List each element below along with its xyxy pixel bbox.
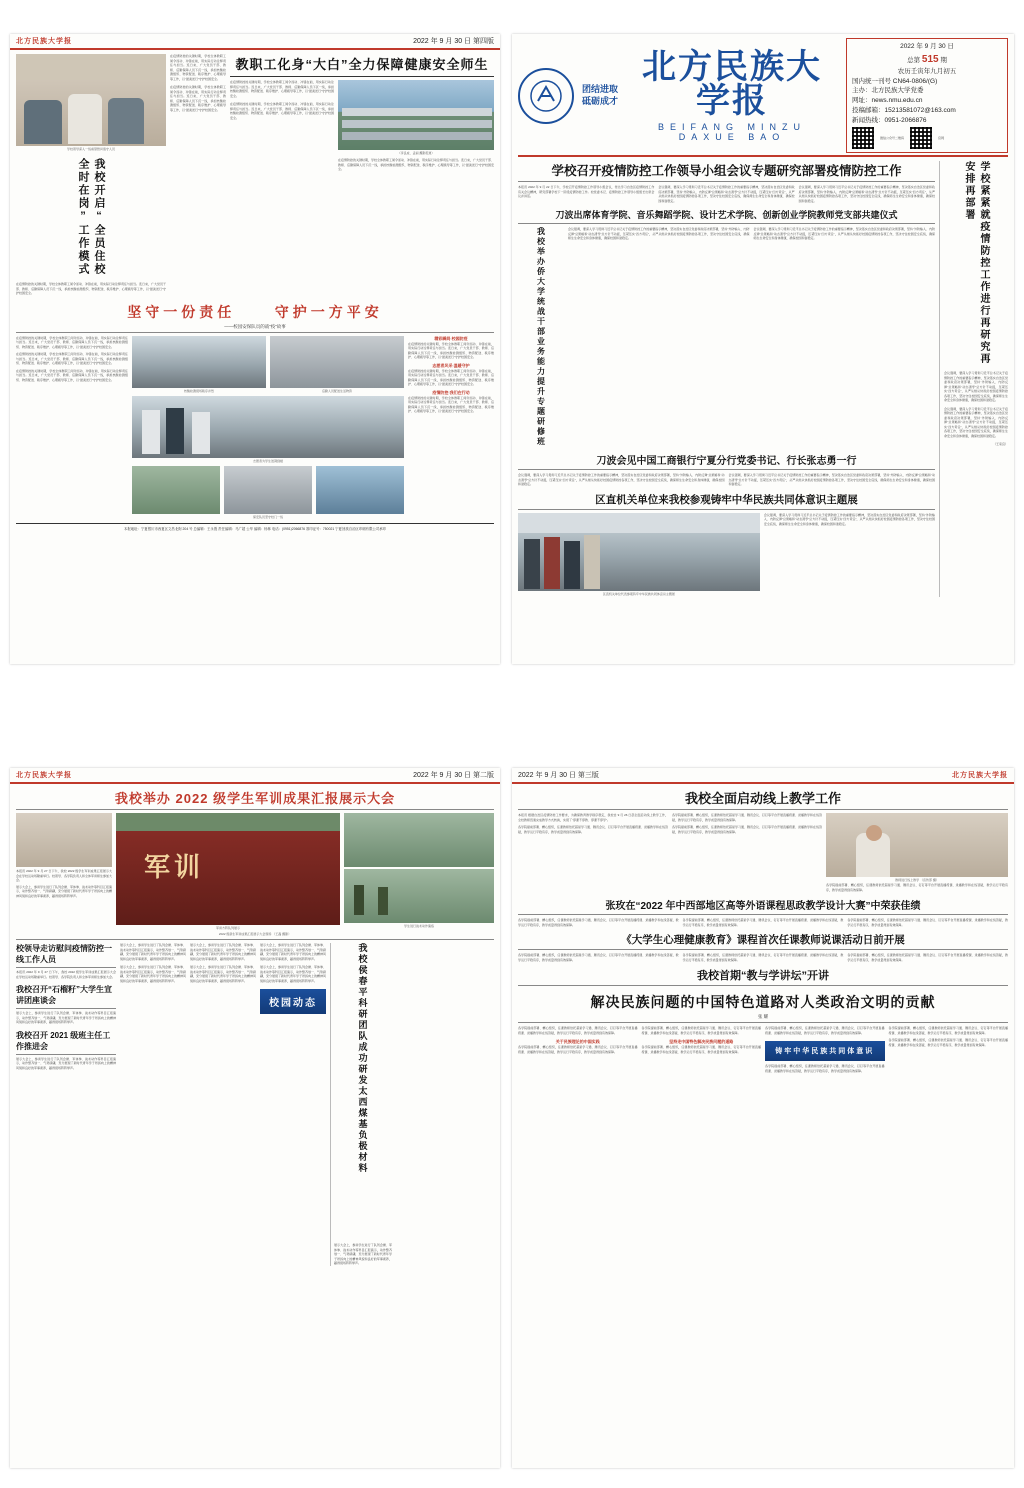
page-two: [10, 768, 500, 1468]
page-one: [512, 34, 1014, 664]
page-three-col-3: 各学院提前部署、精心组织，任课教师依托超星学习通、腾讯会议、钉钉等平台开展直播授课、录播教学和在线答疑，教学运行平稳有序，教学质量得到有效保障。: [826, 883, 1008, 892]
page-two-photo-4: [344, 869, 494, 923]
page-two-col-1b: 展示大会上，参训学生进行了队列会操、军体拳、战术动作等科目汇报演示，动作整齐划一、气势磅礴，充分展现了新时代青年学子昂扬向上的精神风貌和良好的军事素养，赢得现场阵阵掌声。: [16, 884, 113, 898]
page-two-col-7b: 展示大会上，参训学生进行了队列会操、军体拳、战术动作等科目汇报演示，动作整齐划一、气势磅礴，充分展现了新时代青年学子昂扬向上的精神风貌和良好的军事素养，赢得现场阵阵掌声。: [260, 965, 327, 983]
page-four-feature-cap-2: 后勤人员配送生活物资: [321, 388, 352, 393]
page-three-col-8: 各学院提前部署、精心组织，任课教师依托超星学习通、腾讯会议、钉钉等平台开展直播授课、录播教学和在线答疑，教学运行平稳有序，教学质量得到有效保障。: [682, 953, 844, 962]
page-four-vertical-title: 我校开启“全员住校 全时在岗”工作模式: [77, 158, 105, 276]
masthead-issue: 总第 515 期: [907, 53, 947, 65]
page-four-footer: 本报地址：宁夏银川市西夏区文昌北街 204 号 总编辑：王永胜 责任编辑：马广超 公华 编辑：杨林 电话：(0951)2066876 准印证号：750021 宁夏回族自治区印刷有限公司承印: [16, 523, 494, 531]
page-three-col-2: 各学院提前部署、精心组织，任课教师依托超星学习通、腾讯会议、钉钉等平台开展直播授课、录播教学和在线答疑，教学运行平稳有序，教学质量得到有效保障。: [672, 813, 823, 822]
page-three-sub-head-2: 坚持走中国特色解决民族问题的道路: [669, 1039, 734, 1044]
masthead-date: 2022 年 9 月 30 日: [900, 43, 954, 50]
page-four-feature-photo-6: [316, 466, 404, 514]
paper-title: 北方民族大学报: [642, 47, 822, 120]
page-four-feature-photo-2: [270, 336, 404, 388]
page-four-feature-cap-3: 志愿者为学生送餐到楼: [252, 458, 283, 463]
page-four-feature-cap-1: 核酸检测现场秩序井然: [183, 388, 214, 393]
page-four-left-text: 在疫情防控的关键时期，学校全体教职工闻令而动、冲锋在前，用实际行动诠释责任与担当。连日来，广大党员干部、教师、后勤保障人员下沉一线，承担核酸检测组织、物资配送、秩序维护、心理疏导等工作，以“最美逆行”守护校园安全。: [16, 282, 167, 295]
page-three-col-4: 各学院提前部署、精心组织，任课教师依托超星学习通、腾讯会议、钉钉等平台开展直播授课、录播教学和在线答疑，教学运行平稳有序，教学质量得到有效保障。: [518, 918, 679, 927]
page-four-sidebar-col-3: 在疫情防控的关键时期，学校全体教职工闻令而动、冲锋在前，用实际行动诠释责任与担当。连日来，广大党员干部、教师、后勤保障人员下沉一线，承担核酸检测组织、物资配送、秩序维护、心理疏导等工作，以“最美逆行”守护校园安全。: [408, 395, 494, 413]
page-two-photo-2-caption: 军训方阵队列展示: [215, 926, 240, 930]
page-one-sidebar-text-1: 会议强调，要深入学习贯彻习近平总书记关于疫情防控工作的重要指示精神，坚决落实自治区党委和政府决策部署，坚持“外防输入、内防反弹”总策略和“动态清零”总方针不动摇，压紧压实“四方责任”，从严从细从快抓好校园疫情防控各项工作，坚决守住校园安全底线，确保师生生命安全和身体健康，确保校园和谐稳定。: [944, 371, 1008, 403]
masthead-publisher: 主办：北方民族大学党委: [852, 87, 924, 95]
page-four-column-c: 在疫情防控的关键时期，学校全体教职工闻令而动、冲锋在前，用实际行动诠释责任与担当。连日来，广大党员干部、教师、后勤保障人员下沉一线，承担核酸检测组织、物资配送、秩序维护、心理疏导等工作，以“最美逆行”守护校园安全。: [338, 158, 495, 171]
page-four-column-a2: 在疫情防控的关键时期，学校全体教职工闻令而动、冲锋在前，用实际行动诠释责任与担当。连日来，广大党员干部、教师、后勤保障人员下沉一线，承担核酸检测组织、物资配送、秩序维护、心理疏导等工作，以“最美逆行”守护校园安全。: [170, 85, 226, 112]
page-one-headline-3: 刀波会见中国工商银行宁夏分行党委书记、行长张志勇一行: [596, 456, 857, 468]
page-two-headline-2: 我校召开“石榴籽”大学生宣讲团座谈会: [16, 985, 112, 1005]
page-three-feature-col-2: 各学院提前部署、精心组织，任课教师依托超星学习通、腾讯会议、钉钉等平台开展直播授课、录播教学和在线答疑，教学运行平稳有序，教学质量得到有效保障。: [641, 1026, 761, 1035]
page-one-vertical-left: 我校举办侨大学统战干部业务能力提升专题研修班: [536, 227, 546, 448]
page-two-header: [10, 768, 500, 784]
motto: 团结进取 砥砺成才: [582, 83, 619, 106]
page-four-feature-photo-4: [132, 466, 220, 514]
page-three-headline-3: 《大学生心理健康教育》课程首次任课教师说课活动日前开展: [621, 934, 905, 946]
page-one-col-8: 会议强调，要深入学习贯彻习近平总书记关于疫情防控工作的重要指示精神，坚决落实自治区党委和政府决策部署，坚持“外防输入、内防反弹”总策略和“动态清零”总方针不动摇，压紧压实“四方责任”，从严从细从快抓好校园疫情防控各项工作，坚决守住校园安全底线，确保师生生命安全和身体健康，确保校园和谐稳定。: [763, 512, 935, 526]
page-two-col-7: 展示大会上，参训学生进行了队列会操、军体拳、战术动作等科目汇报演示，动作整齐划一、气势磅礴，充分展现了新时代青年学子昂扬向上的精神风貌和良好的军事素养，赢得现场阵阵掌声。: [260, 943, 327, 961]
page-two-col-2: 本报讯 2022 年 9 月 27 日下午，我校 2022 级学生军训成果汇报展示大会在学校运动场隆重举行。校领导、各学院负责人和全体军训师生参加大会。: [16, 970, 116, 979]
page-one-col-4: 会议强调，要深入学习贯彻习近平总书记关于疫情防控工作的重要指示精神，坚决落实自治区党委和政府决策部署，坚持“外防输入、内防反弹”总策略和“动态清零”总方针不动摇，压紧压实“四方责任”，从严从细从快抓好校园疫情防控各项工作，坚决守住校园安全底线，确保师生生命安全和身体健康，确保校园和谐稳定。: [568, 227, 750, 241]
page-one-col-5: 会议强调，要深入学习贯彻习近平总书记关于疫情防控工作的重要指示精神，坚决落实自治区党委和政府决策部署，坚持“外防输入、内防反弹”总策略和“动态清零”总方针不动摇，压紧压实“四方责任”，从严从细从快抓好校园疫情防控各项工作，坚决守住校园安全底线，确保师生生命安全和身体健康，确保校园和谐稳定。: [753, 227, 935, 241]
page-three-feature-col-3b: 各学院提前部署、精心组织，任课教师依托超星学习通、腾讯会议、钉钉等平台开展直播授课、录播教学和在线答疑，教学运行平稳有序，教学质量得到有效保障。: [765, 1064, 885, 1073]
page-one-sidebar-text-2: 会议强调，要深入学习贯彻习近平总书记关于疫情防控工作的重要指示精神，坚决落实自治区党委和政府决策部署，坚持“外防输入、内防反弹”总策略和“动态清零”总方针不动摇，压紧压实“四方责任”，从严从细从快抓好校园疫情防控各项工作，坚决守住校园安全底线，确保师生生命安全和身体健康，确保校园和谐稳定。: [944, 406, 1008, 438]
page-four-feature-title: 坚守一份责任 守护一方平安: [127, 303, 383, 320]
page-two-col-5b: 展示大会上，参训学生进行了队列会操、军体拳、战术动作等科目汇报演示，动作整齐划一、气势磅礴，充分展现了新时代青年学子昂扬向上的精神风貌和良好的军事素养，赢得现场阵阵掌声。: [120, 965, 187, 983]
page-one-col-7: 会议强调，要深入学习贯彻习近平总书记关于疫情防控工作的重要指示精神，坚决落实自治区党委和政府决策部署，坚持“外防输入、内防反弹”总策略和“动态清零”总方针不动摇，压紧压实“四方责任”，从严从细从快抓好校园疫情防控各项工作，坚决守住校园安全底线，确保师生生命安全和身体健康，确保校园和谐稳定。: [728, 473, 935, 487]
page-four-sidebar-head-1: 精彩瞬间·校园防疫: [434, 335, 468, 341]
page-three-col-9: 各学院提前部署、精心组织，任课教师依托超星学习通、腾讯会议、钉钉等平台开展直播授课、录播教学和在线答疑，教学运行平稳有序，教学质量得到有效保障。: [847, 953, 1009, 962]
wechat-qr-icon: [852, 127, 874, 149]
page-three-feature-col-1b: 各学院提前部署、精心组织，任课教师依托超星学习通、腾讯会议、钉钉等平台开展直播授课、录播教学和在线答疑，教学运行平稳有序，教学质量得到有效保障。: [518, 1045, 638, 1054]
masthead-info-box: 2022 年 9 月 30 日 总第 515 期 农历壬寅年九月初五 国内统一刊号 CN64-0806/(G) 主办：北方民族大学党委 网址：news.nmu.edu.cn 投稿邮箱：15213581072@163.com 新闻热线：0951-2066876 微信公众号二维码 官网: [846, 38, 1008, 153]
page-two-header-right: 2022 年 9 月 30 日 第二版: [413, 772, 494, 779]
page-one-vertical-right: 学校紧紧就疫情防控工作进行再研究再安排再部署: [963, 161, 989, 366]
page-four-sidebar-col-1: 在疫情防控的关键时期，学校全体教职工闻令而动、冲锋在前，用实际行动诠释责任与担当。连日来，广大党员干部、教师、后勤保障人员下沉一线，承担核酸检测组织、物资配送、秩序维护、心理疏导等工作，以“最美逆行”守护校园安全。: [408, 341, 494, 359]
page-three-headline-4: 我校首期“教与学讲坛”开讲: [697, 970, 829, 982]
page-one-headline-2: 刀波出席体育学院、音乐舞蹈学院、设计艺术学院、创新创业学院教师党支部共建仪式: [555, 210, 898, 221]
page-two-photo-2: 军训: [116, 813, 340, 925]
paper-pinyin: BEIFANG MINZU DAXUE BAO: [658, 121, 807, 142]
page-three-sub-head-3: 铸牢中华民族共同体意识: [765, 1041, 885, 1061]
page-four-feature-photo-5: [224, 466, 312, 514]
masthead-phone: 新闻热线：0951-2066876: [852, 116, 927, 124]
page-one-headline-1: 学校召开疫情防控工作领导小组会议专题研究部署疫情防控工作: [551, 164, 902, 179]
masthead-cncode: 国内统一刊号 CN64-0806/(G): [852, 77, 938, 85]
page-four-lead-headline: 教职工化身“大白”全力保障健康安全师生: [235, 57, 489, 72]
page-one-byline: （王家宜）: [992, 442, 1008, 447]
page-three-header: [512, 768, 1014, 784]
page-two-col-5: 展示大会上，参训学生进行了队列会操、军体拳、战术动作等科目汇报演示，动作整齐划一、气势磅礴，充分展现了新时代青年学子昂扬向上的精神风貌和良好的军事素养，赢得现场阵阵掌声。: [120, 943, 187, 961]
page-four-photo-2: [338, 80, 494, 150]
page-three-sub-head-1: 关于民族理论的中国实践: [555, 1039, 600, 1044]
page-three-feature-col-1: 各学院提前部署、精心组织，任课教师依托超星学习通、腾讯会议、钉钉等平台开展直播授课、录播教学和在线答疑，教学运行平稳有序，教学质量得到有效保障。: [518, 1026, 638, 1035]
page-three-col-7: 各学院提前部署、精心组织，任课教师依托超星学习通、腾讯会议、钉钉等平台开展直播授课、录播教学和在线答疑，教学运行平稳有序，教学质量得到有效保障。: [518, 953, 679, 962]
page-one-headline-4: 区直机关单位来我校参观铸牢中华民族共同体意识主题展: [595, 493, 858, 506]
page-four-header-right: 2022 年 9 月 30 日 第四版: [413, 38, 494, 45]
page-three-feature-col-2b: 各学院提前部署、精心组织，任课教师依托超星学习通、腾讯会议、钉钉等平台开展直播授课、录播教学和在线答疑，教学运行平稳有序，教学质量得到有效保障。: [641, 1045, 761, 1054]
page-three-feature-col-3: 各学院提前部署、精心组织，任课教师依托超星学习通、腾讯会议、钉钉等平台开展直播授课、录播教学和在线答疑，教学运行平稳有序，教学质量得到有效保障。: [765, 1026, 885, 1035]
page-four: [10, 34, 500, 664]
page-three-headline-2: 张玫在“2022 年中西部地区高等外语课程思政教学设计大赛”中荣获佳绩: [605, 901, 921, 912]
page-four-photo-2-caption: （李良成、孟丽 摄影报道）: [397, 151, 435, 155]
page-two-headline-3: 我校召开 2021 级班主任工作推进会: [16, 1030, 111, 1051]
page-two-headline-1: 校领导走访慰问疫情防控一线工作人员: [16, 944, 112, 964]
page-three-feature-col-4: 各学院提前部署、精心组织，任课教师依托超星学习通、腾讯会议、钉钉等平台开展直播授课、录播教学和在线答疑，教学运行平稳有序，教学质量得到有效保障。: [888, 1026, 1008, 1035]
page-three-col-6: 各学院提前部署、精心组织，任课教师依托超星学习通、腾讯会议、钉钉等平台开展直播授课、录播教学和在线答疑，教学运行平稳有序，教学质量得到有效保障。: [847, 918, 1009, 927]
page-three-header-left: 2022 年 9 月 30 日 第三版: [518, 772, 599, 779]
page-four-photo-1-caption: 学校领导深入一线看望慰问值守人员: [66, 147, 115, 151]
page-three-feature-title: 解决民族问题的中国特色道路对人类政治文明的贡献: [590, 994, 936, 1010]
page-four-header-left: 北方民族大学报: [16, 38, 72, 45]
page-one-photo-caption: 区直机关单位代表参观铸牢中华民族共同体意识主题展: [602, 591, 675, 596]
page-three-col-2b: 各学院提前部署、精心组织，任课教师依托超星学习通、腾讯会议、钉钉等平台开展直播授课、录播教学和在线答疑，教学运行平稳有序，教学质量得到有效保障。: [672, 825, 823, 834]
page-two-photo-1: [16, 813, 112, 867]
page-four-feature-photo-3: [132, 396, 404, 458]
page-four-feature-col-1c: 在疫情防控的关键时期，学校全体教职工闻令而动、冲锋在前，用实际行动诠释责任与担当。连日来，广大党员干部、教师、后勤保障人员下沉一线，承担核酸检测组织、物资配送、秩序维护、心理疏导等工作，以“最美逆行”守护校园安全。: [16, 368, 128, 382]
page-two-photo-3: [344, 813, 494, 867]
university-seal-icon: [518, 68, 574, 124]
page-three-headline-1: 我校全面启动线上教学工作: [684, 791, 841, 806]
page-four-feature-cap-4: 保安队员坚守校门一线: [252, 514, 283, 519]
masthead-email: 网址：news.nmu.edu.cn: [852, 97, 923, 104]
page-four-column-b2: 在疫情防控的关键时期，学校全体教职工闻令而动、冲锋在前，用实际行动诠释责任与担当。连日来，广大党员干部、教师、后勤保障人员下沉一线，承担核酸检测组织、物资配送、秩序维护、心理疏导等工作，以“最美逆行”守护校园安全。: [230, 102, 334, 120]
page-three-header-right: 北方民族大学报: [952, 772, 1008, 779]
page-two-col-3: 展示大会上，参训学生进行了队列会操、军体拳、战术动作等科目汇报演示，动作整齐划一、气势磅礴，充分展现了新时代青年学子昂扬向上的精神风貌和良好的军事素养，赢得现场阵阵掌声。: [16, 1011, 116, 1024]
masthead-submit: 投稿邮箱：15213581072@163.com: [852, 106, 956, 114]
page-four-header: [10, 34, 500, 50]
page-two-vertical-title: 我校侯春平科研团队成功研发太西煤基负极材料: [357, 943, 368, 1174]
masthead-lunar: 农历壬寅年九月初五: [897, 67, 957, 75]
page-four-column-b: 在疫情防控的关键时期，学校全体教职工闻令而动、冲锋在前，用实际行动诠释责任与担当。连日来，广大党员干部、教师、后勤保障人员下沉一线，承担核酸检测组织、物资配送、秩序维护、心理疏导等工作，以“最美逆行”守护校园安全。: [230, 80, 334, 98]
page-four-column-a: 在疫情防控的关键时期，学校全体教职工闻令而动、冲锋在前，用实际行动诠释责任与担当。连日来，广大党员干部、教师、后勤保障人员下沉一线，承担核酸检测组织、物资配送、秩序维护、心理疏导等工作，以“最美逆行”守护校园安全。: [170, 54, 226, 81]
page-one-col-3: 会议强调，要深入学习贯彻习近平总书记关于疫情防控工作的重要指示精神，坚决落实自治区党委和政府决策部署，坚持“外防输入、内防反弹”总策略和“动态清零”总方针不动摇，压紧压实“四方责任”，从严从细从快抓好校园疫情防控各项工作，坚决守住校园安全底线，确保师生生命安全和身体健康，确保校园和谐稳定。: [798, 185, 935, 203]
page-one-photo: [518, 513, 760, 591]
page-three-photo-1: [826, 813, 1008, 877]
page-three-col-1b: 各学院提前部署、精心组织，任课教师依托超星学习通、腾讯会议、钉钉等平台开展直播授课、录播教学和在线答疑，教学运行平稳有序，教学质量得到有效保障。: [518, 825, 669, 834]
page-two-col-1: 本报讯 2022 年 9 月 27 日下午，我校 2022 级学生军训成果汇报展示大会在学校运动场隆重举行。校领导、各学院负责人和全体军训师生参加大会。: [16, 869, 113, 882]
page-four-sidebar-head-2: 志愿者风采·温暖守护: [432, 362, 470, 368]
page-four-sidebar-head-3: 疫情防控·我们在行动: [432, 389, 470, 395]
page-one-col-6: 会议强调，要深入学习贯彻习近平总书记关于疫情防控工作的重要指示精神，坚决落实自治区党委和政府决策部署，坚持“外防输入、内防反弹”总策略和“动态清零”总方针不动摇，压紧压实“四方责任”，从严从细从快抓好校园疫情防控各项工作，坚决守住校园安全底线，确保师生生命安全和身体健康，确保校园和谐稳定。: [518, 473, 725, 487]
page-two-banner-title: 我校举办 2022 级学生军训成果汇报展示大会: [114, 791, 396, 806]
page-one-col-1: 本报讯 2022 年 9 月 22 日下午，学校召开疫情防控工作领导小组会议，传达学习自治区疫情防控工作有关会议精神，研究部署学校下一阶段疫情防控工作。校党委书记、疫情防控工作领导小组组长出席会议并讲话。: [518, 185, 655, 199]
page-three-col-5: 各学院提前部署、精心组织，任课教师依托超星学习通、腾讯会议、钉钉等平台开展直播授课、录播教学和在线答疑，教学运行平稳有序，教学质量得到有效保障。: [682, 918, 844, 927]
page-two-col-4: 展示大会上，参训学生进行了队列会操、军体拳、战术动作等科目汇报演示，动作整齐划一、气势磅礴，充分展现了新时代青年学子昂扬向上的精神风貌和良好的军事素养，赢得现场阵阵掌声。: [16, 1056, 116, 1070]
nameplate: [512, 34, 1014, 155]
page-two-photo-row-caption: 2022 级新生军训成果汇报展示大会现场 （王磊 摄影）: [218, 932, 292, 936]
page-three: [512, 768, 1014, 1468]
page-two-col-8: 展示大会上，参训学生进行了队列会操、军体拳、战术动作等科目汇报演示，动作整齐划一、气势磅礴，充分展现了新时代青年学子昂扬向上的精神风貌和良好的军事素养，赢得现场阵阵掌声。: [334, 1243, 392, 1265]
page-two-col-6b: 展示大会上，参训学生进行了队列会操、军体拳、战术动作等科目汇报演示，动作整齐划一、气势磅礴，充分展现了新时代青年学子昂扬向上的精神风貌和良好的军事素养，赢得现场阵阵掌声。: [190, 965, 257, 983]
page-four-feature-subtitle: ——校园安保队员的战“疫”故事: [224, 323, 286, 329]
page-three-feature-col-4b: 各学院提前部署、精心组织，任课教师依托超星学习通、腾讯会议、钉钉等平台开展直播授课、录播教学和在线答疑，教学运行平稳有序，教学质量得到有效保障。: [888, 1038, 1008, 1047]
page-one-col-2: 会议强调，要深入学习贯彻习近平总书记关于疫情防控工作的重要指示精神，坚决落实自治区党委和政府决策部署，坚持“外防输入、内防反弹”总策略和“动态清零”总方针不动摇，压紧压实“四方责任”，从严从细从快抓好校园疫情防控各项工作，坚决守住校园安全底线，确保师生生命安全和身体健康，确保校园和谐稳定。: [658, 185, 795, 203]
page-two-photo-4-caption: 学生进行战术动作演练: [403, 924, 434, 928]
page-two-col-6: 展示大会上，参训学生进行了队列会操、军体拳、战术动作等科目汇报演示，动作整齐划一、气势磅礴，充分展现了新时代青年学子昂扬向上的精神风貌和良好的军事素养，赢得现场阵阵掌声。: [190, 943, 257, 961]
page-two-header-left: 北方民族大学报: [16, 772, 72, 779]
page-four-feature-col-1b: 在疫情防控的关键时期，学校全体教职工闻令而动、冲锋在前，用实际行动诠释责任与担当。连日来，广大党员干部、教师、后勤保障人员下沉一线，承担核酸检测组织、物资配送、秩序维护、心理疏导等工作，以“最美逆行”守护校园安全。: [16, 352, 128, 365]
page-three-col-1: 本报讯 根据自治区疫情防控工作要求，为确保教育教学秩序稳定，我校自 9 月 26 日起全面启动线上教学工作，全校教师迅速完成教学方式转换，实现了“停课不停教、停课不停学”。: [518, 813, 668, 822]
page-two-bottom-banner: 校园动态: [260, 989, 326, 1014]
page-four-photo-1: [16, 54, 166, 146]
page-three-feature-author: 张 耀: [757, 1014, 769, 1019]
page-three-photo-1-caption: 教师进行线上教学 （宣传部 摄）: [895, 878, 939, 882]
page-four-sidebar-col-2: 在疫情防控的关键时期，学校全体教职工闻令而动、冲锋在前，用实际行动诠释责任与担当。连日来，广大党员干部、教师、后勤保障人员下沉一线，承担核酸检测组织、物资配送、秩序维护、心理疏导等工作，以“最美逆行”守护校园安全。: [408, 368, 494, 386]
page-four-feature-photo-1: [132, 336, 266, 388]
website-qr-icon: [910, 127, 932, 149]
page-four-feature-col-1: 在疫情防控的关键时期，学校全体教职工闻令而动、冲锋在前，用实际行动诠释责任与担当。连日来，广大党员干部、教师、后勤保障人员下沉一线，承担核酸检测组织、物资配送、秩序维护、心理疏导等工作，以“最美逆行”守护校园安全。: [16, 335, 128, 349]
